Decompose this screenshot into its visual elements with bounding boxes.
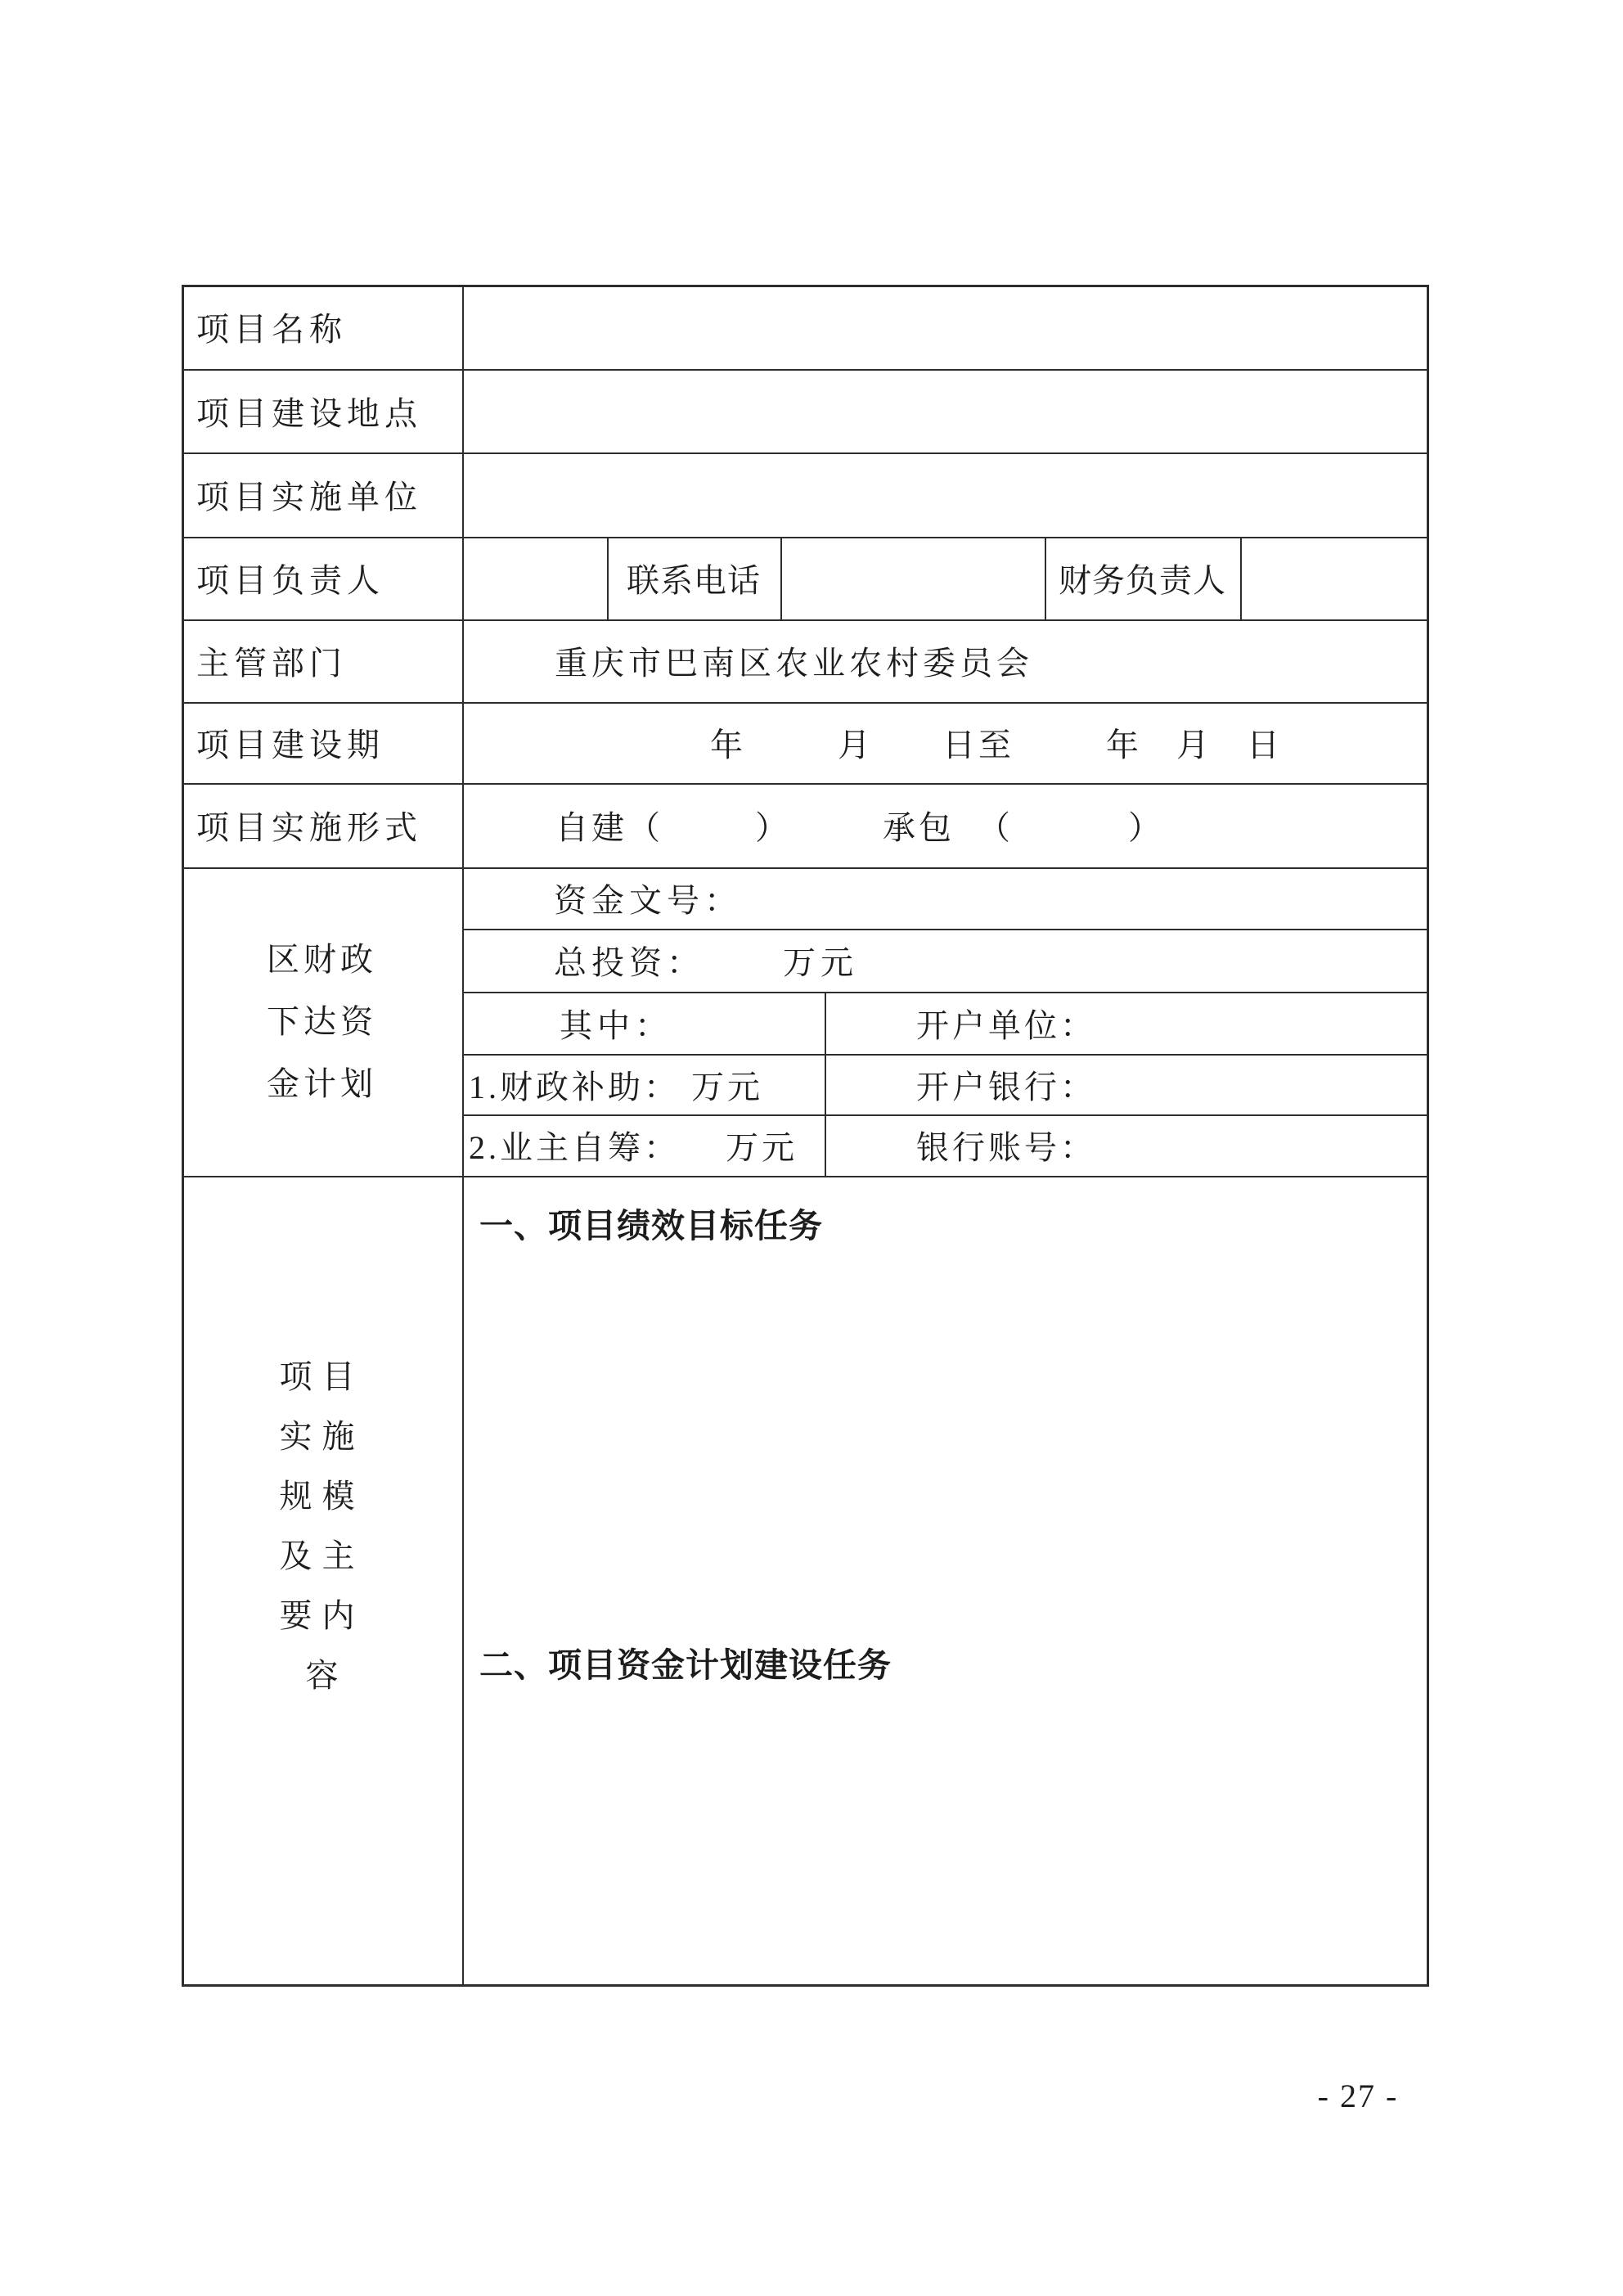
field-bank-account-number[interactable]	[825, 1114, 1427, 1176]
label-text: 主管部门	[196, 645, 347, 682]
heading-text: 一、项目绩效目标任务	[479, 1207, 823, 1245]
value-text: 2.业主自筹： 万元	[469, 1129, 798, 1166]
value-text: 年 月 日至 年 月 日	[710, 727, 1283, 763]
value-text: 开户银行：	[916, 1068, 1096, 1105]
field-project-location[interactable]	[462, 369, 1427, 452]
label-text: 项目实施单位	[196, 479, 422, 515]
label-text: 项目实施形式	[196, 809, 422, 846]
field-self-funded[interactable]	[462, 1114, 825, 1176]
label-line: 区财政	[267, 940, 377, 978]
performance-goals-heading	[479, 1199, 823, 1247]
label-line: 金计划	[267, 1065, 377, 1102]
field-construction-period[interactable]	[462, 702, 1427, 783]
value-text: 总投资： 万元	[554, 944, 858, 981]
field-project-name[interactable]	[462, 285, 1427, 369]
page-number-text: - 27 -	[1317, 2078, 1399, 2114]
label-text: 项目建设期	[196, 727, 384, 763]
label-project-leader	[182, 537, 462, 619]
label-line: 规模	[279, 1478, 365, 1515]
label-implementation-form	[182, 783, 462, 867]
label-construction-period	[182, 702, 462, 783]
value-text: 重庆市巴南区农业农村委员会	[555, 645, 1033, 682]
field-implementation-content[interactable]	[462, 1176, 1427, 1987]
field-bank-name[interactable]	[825, 1054, 1427, 1114]
grid-vline	[1427, 285, 1429, 1987]
field-fund-doc-number[interactable]	[462, 867, 1427, 929]
field-account-name[interactable]	[825, 992, 1427, 1054]
label-text: 联系电话	[627, 562, 761, 599]
value-text: 1.财政补助： 万元	[469, 1068, 763, 1105]
label-text: 项目负责人	[196, 562, 384, 599]
label-project-name	[182, 285, 462, 369]
value-text: 开户单位：	[916, 1006, 1096, 1044]
label-line: 项目	[279, 1358, 365, 1395]
value-text: 自建（ ） 承包 （ ）	[555, 809, 1164, 846]
page-number	[1235, 2077, 1481, 2115]
label-project-location	[182, 369, 462, 452]
label-text: 其中：	[560, 1006, 672, 1044]
label-fund-plan-section	[182, 867, 462, 1176]
field-fiscal-subsidy[interactable]	[462, 1054, 825, 1114]
label-contact-phone	[607, 537, 780, 619]
label-line: 要内	[279, 1597, 365, 1634]
label-line: 实施	[279, 1418, 365, 1455]
field-total-investment[interactable]	[462, 929, 1427, 992]
value-text: 资金文号：	[554, 882, 742, 919]
label-text: 财务负责人	[1059, 562, 1226, 599]
label-implementation-section	[182, 1347, 462, 1705]
label-text: 项目建设地点	[196, 394, 422, 432]
field-implementing-unit[interactable]	[462, 452, 1427, 537]
label-line: 容	[305, 1657, 339, 1694]
label-line: 下达资	[267, 1002, 377, 1040]
field-implementation-form[interactable]	[462, 783, 1427, 867]
value-text: 银行账号：	[916, 1129, 1096, 1166]
fund-plan-tasks-heading	[479, 1638, 892, 1686]
field-contact-phone[interactable]	[780, 537, 1045, 619]
field-supervising-department	[462, 619, 1427, 702]
field-finance-leader[interactable]	[1240, 537, 1427, 619]
heading-text: 二、项目资金计划建设任务	[479, 1646, 892, 1684]
label-implementing-unit	[182, 452, 462, 537]
label-including	[462, 992, 825, 1054]
label-line: 及主	[279, 1537, 365, 1574]
project-form-table	[182, 285, 1429, 1987]
label-supervising-department	[182, 619, 462, 702]
label-text: 项目名称	[196, 311, 347, 348]
field-project-leader[interactable]	[462, 537, 607, 619]
label-finance-leader	[1045, 537, 1240, 619]
